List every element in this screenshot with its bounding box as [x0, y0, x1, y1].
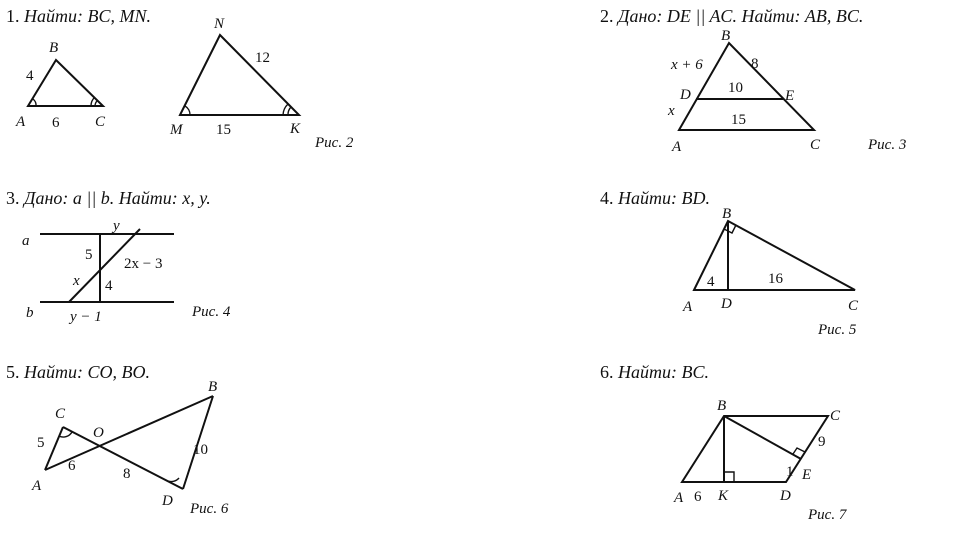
problem-text: Найти: BC.: [618, 362, 709, 382]
side-da-label: x: [668, 103, 675, 119]
side-bd-label: 10: [193, 442, 208, 458]
figure-6: [673, 398, 848, 523]
figure-caption: Рис. 7: [808, 507, 847, 523]
figure-caption: Рис. 2: [315, 135, 354, 151]
angle-mark-k-inner: [288, 107, 291, 115]
problem-text: Дано: a || b. Найти: x, y.: [24, 188, 211, 208]
perpendicular-be: [724, 416, 801, 459]
side-be-label: 8: [751, 56, 759, 72]
vertical-bottom-label: 4: [105, 278, 113, 294]
vertex-c-label: C: [848, 298, 859, 314]
vertex-d-label: D: [162, 493, 173, 509]
problem-number: 2.: [600, 6, 614, 26]
y-bottom-label: y − 1: [70, 309, 102, 325]
angle-mark-c-outer: [91, 97, 95, 106]
diagonal-top-label: 2x − 3: [124, 256, 163, 272]
side-ac-label: 5: [37, 435, 45, 451]
vertex-b-label: B: [721, 28, 731, 44]
vertex-k-label: K: [290, 121, 301, 137]
segment-ao-label: 6: [68, 458, 76, 474]
figure-caption: Рис. 5: [818, 322, 857, 338]
figure-caption: Рис. 3: [868, 137, 907, 153]
vertex-b-label: B: [722, 206, 732, 222]
problem-number: 1.: [6, 6, 20, 26]
problem-text: Найти: BC, MN.: [24, 6, 151, 26]
problem-text: Найти: CO, BO.: [24, 362, 150, 382]
angle-mark-m: [185, 106, 190, 115]
problem-text: Найти: BD.: [618, 188, 710, 208]
segment-ad-label: 4: [707, 274, 715, 290]
side-ab-label: 4: [26, 68, 34, 84]
triangle-mnk: [180, 35, 299, 115]
right-angle-mark-e: [793, 448, 805, 454]
angle-mark-k-outer: [283, 104, 288, 115]
vertex-m-label: M: [170, 122, 183, 138]
problem-number: 5.: [6, 362, 20, 382]
side-nk-label: 12: [255, 50, 270, 66]
line-b-label: b: [26, 305, 34, 321]
problem-number: 3.: [6, 188, 20, 208]
figure-2: [667, 28, 906, 155]
figure-caption: Рис. 6: [190, 501, 229, 517]
angle-mark-a: [33, 99, 36, 106]
vertex-o-label: O: [93, 425, 104, 441]
vertex-c-label: C: [830, 408, 841, 424]
vertex-c-label: C: [95, 114, 106, 130]
vertex-e-label: E: [785, 88, 795, 104]
vertex-a-label: A: [683, 299, 693, 315]
vertex-a-label: A: [674, 490, 684, 506]
diagonal-bottom-label: x: [73, 273, 80, 289]
triangle-abc: [28, 60, 103, 106]
segment-dc-label: 16: [768, 271, 783, 287]
problem-number: 6.: [600, 362, 614, 382]
line-a-label: a: [22, 233, 30, 249]
vertex-e-label: E: [802, 467, 812, 483]
y-top-label: y: [113, 218, 120, 234]
angle-mark-d: [168, 478, 179, 482]
segment-ce-label: 9: [818, 434, 826, 450]
figure-5: [31, 379, 229, 517]
vertex-b-label: B: [208, 379, 218, 395]
problem-number: 4.: [600, 188, 614, 208]
side-mk-label: 15: [216, 122, 231, 138]
vertex-c-label: C: [55, 406, 66, 422]
right-angle-mark-k: [724, 472, 734, 482]
side-ac-label: 6: [52, 115, 60, 131]
segment-ak-label: 6: [694, 489, 702, 505]
segment-od-label: 8: [123, 466, 131, 482]
segment-de-label: 10: [728, 80, 743, 96]
vertex-n-label: N: [214, 16, 225, 32]
segment-ed-label: 1: [786, 464, 794, 480]
vertex-b-label: B: [717, 398, 727, 414]
figure-1: [15, 16, 354, 151]
vertex-b-label: B: [49, 40, 59, 56]
vertex-d-label: D: [721, 296, 732, 312]
problem-text: Дано: DE || AC. Найти: AB, BC.: [618, 6, 864, 26]
vertical-top-label: 5: [85, 247, 93, 263]
side-ac-label: 15: [731, 112, 746, 128]
vertex-d-label: D: [780, 488, 791, 504]
vertex-k-label: K: [718, 488, 729, 504]
vertex-a-label: A: [672, 139, 682, 155]
vertex-c-label: C: [810, 137, 821, 153]
vertex-a-label: A: [16, 114, 26, 130]
figure-caption: Рис. 4: [192, 304, 231, 320]
vertex-a-label: A: [32, 478, 42, 494]
vertex-d-label: D: [680, 87, 691, 103]
side-bd-label: x + 6: [671, 57, 703, 73]
figure-3: [22, 218, 231, 325]
figure-4: [682, 206, 859, 338]
